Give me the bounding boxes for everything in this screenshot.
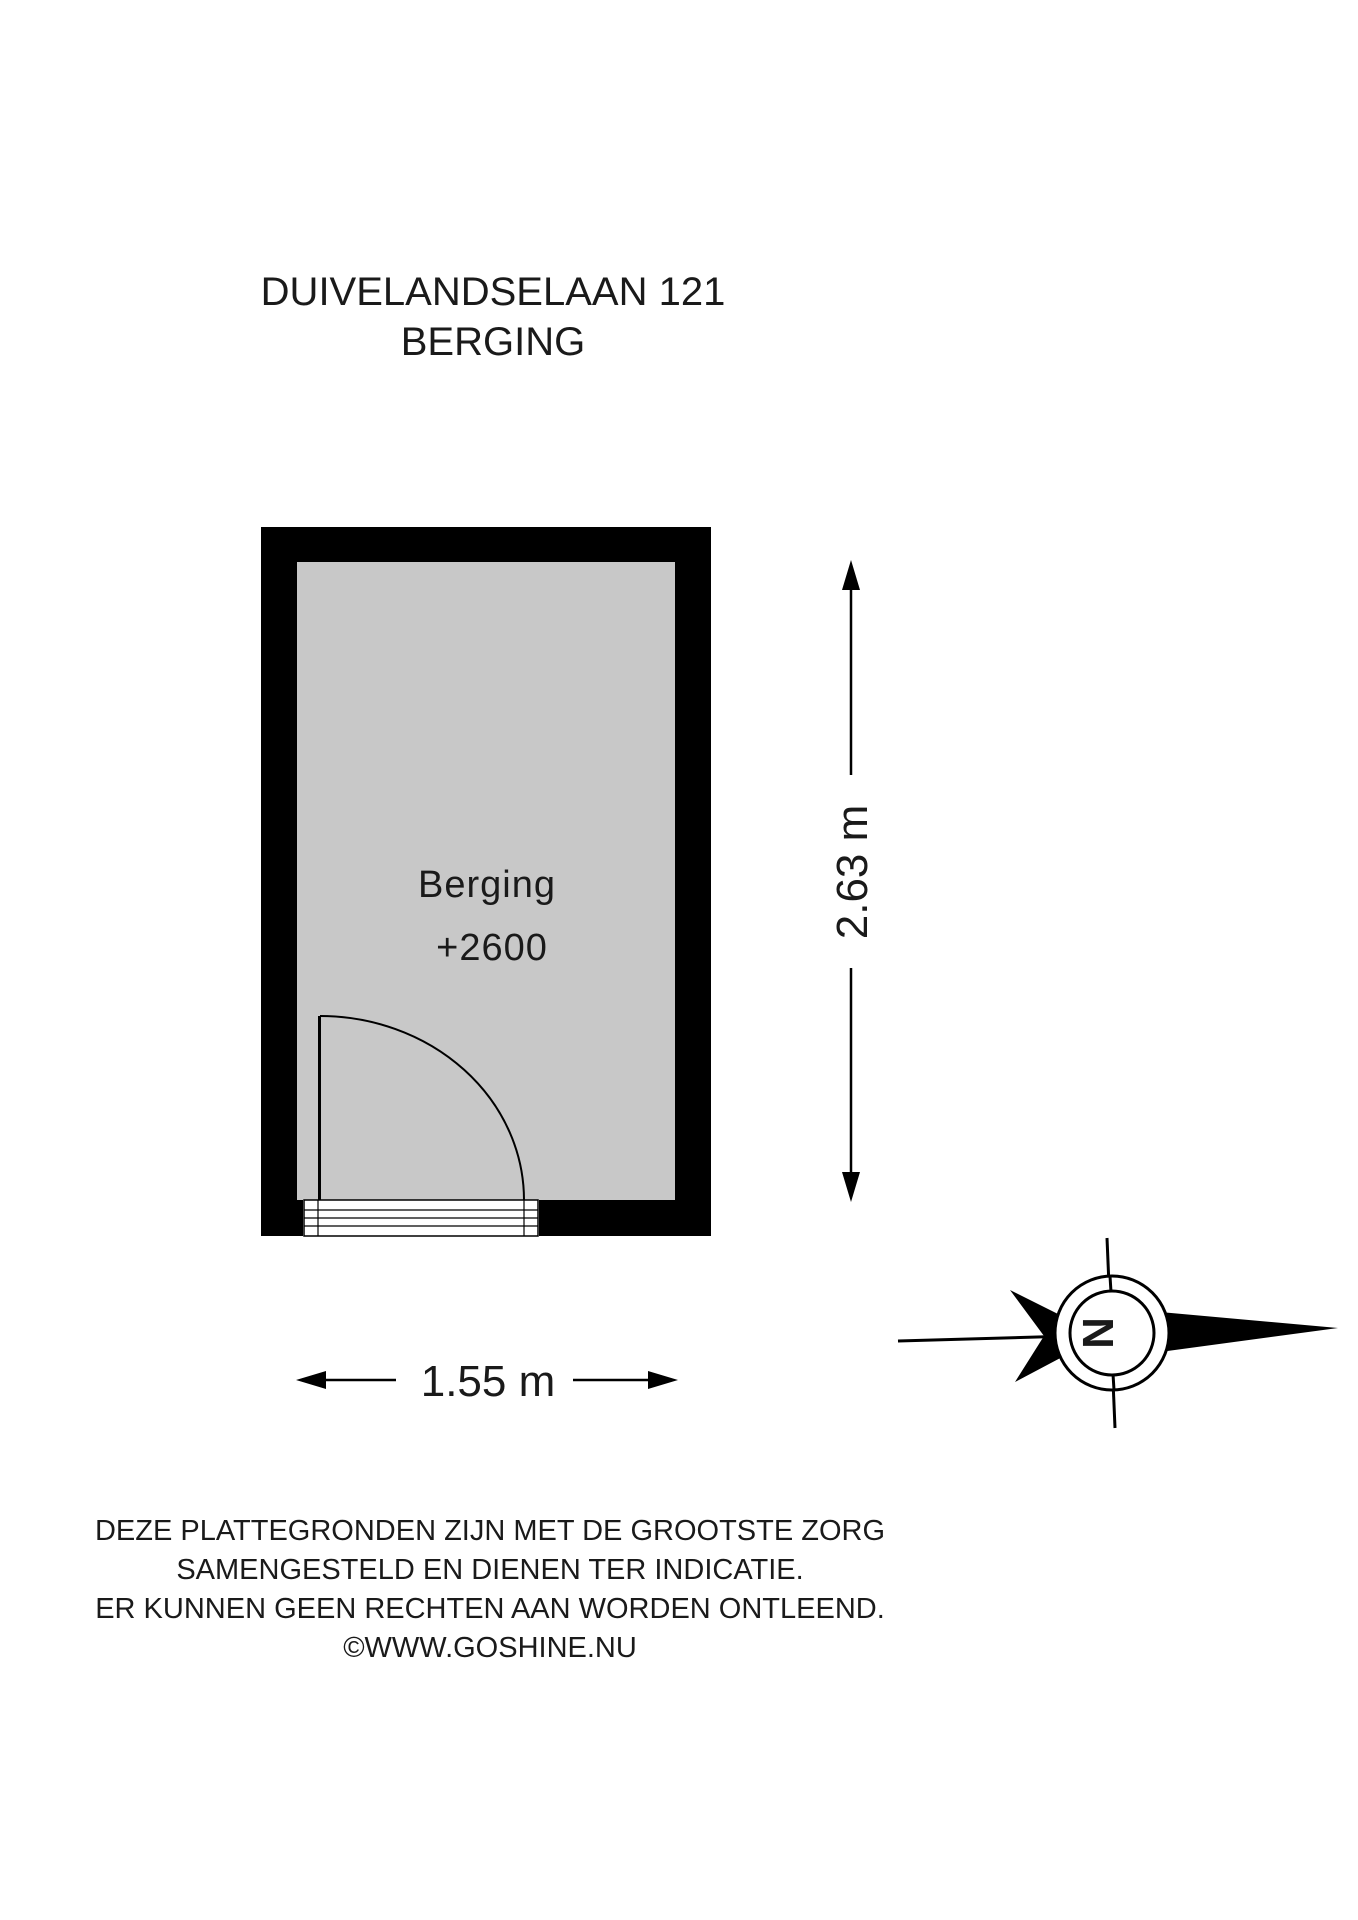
disclaimer-copyright: ©WWW.GOSHINE.NU xyxy=(343,1632,637,1664)
width-dimension xyxy=(296,1357,678,1406)
arrow-right-icon xyxy=(648,1371,678,1389)
plan-subtitle: BERGING xyxy=(400,320,586,364)
depth-dimension xyxy=(828,560,877,1202)
disclaimer-line-1: DEZE PLATTEGRONDEN ZIJN MET DE GROOTSTE ZORG xyxy=(94,1515,886,1547)
disclaimer-line-2: SAMENGESTELD EN DIENEN TER INDICATIE. xyxy=(176,1554,804,1586)
disclaimer xyxy=(95,1515,885,1664)
disclaimer-line-3: ER KUNNEN GEEN RECHTEN AAN WORDEN ONTLEEND. xyxy=(95,1593,885,1625)
arrow-left-icon xyxy=(296,1371,326,1389)
door-threshold xyxy=(304,1200,538,1236)
arrow-up-icon xyxy=(842,560,860,590)
room-level: +2600 xyxy=(436,927,548,969)
compass-north-label: N xyxy=(1074,1317,1123,1349)
width-label: 1.55 m xyxy=(420,1357,556,1406)
door-leaf xyxy=(318,1016,321,1200)
room-name: Berging xyxy=(418,864,556,906)
plan-title: DUIVELANDSELAAN 121 xyxy=(260,270,726,314)
compass-icon xyxy=(898,1238,1338,1428)
arrow-down-icon xyxy=(842,1172,860,1202)
depth-label: 2.63 m xyxy=(828,804,877,940)
